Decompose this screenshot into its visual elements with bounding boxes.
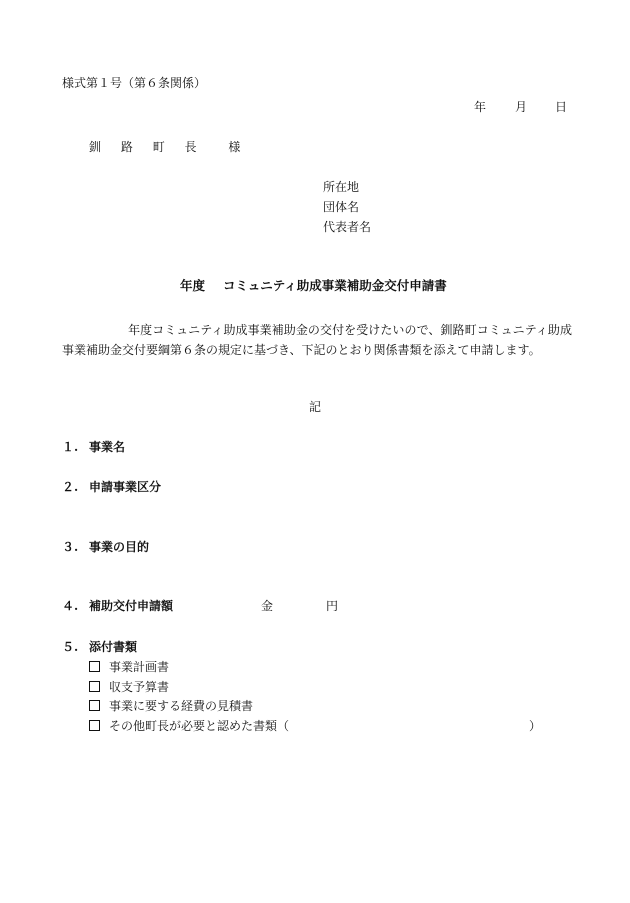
addressee	[89, 141, 256, 153]
amount-kin-label: 金	[261, 599, 274, 613]
attachment-budget[interactable]	[89, 681, 169, 693]
document-title	[180, 280, 447, 293]
attachment-other[interactable]	[89, 720, 289, 732]
address-label: 所在地	[323, 180, 360, 194]
addressee-honorific: 様	[228, 140, 241, 154]
item-requested-amount	[62, 600, 173, 612]
attachment-label: 事業に要する経費の見積書	[109, 699, 254, 713]
representative-label: 代表者名	[323, 220, 372, 234]
checkbox[interactable]	[89, 681, 100, 692]
item-project-purpose	[62, 541, 149, 553]
item-attachments	[62, 641, 137, 653]
attachment-label: その他町長が必要と認めた書類（	[109, 719, 290, 733]
title-year-prefix: 年度	[180, 278, 206, 293]
item-label: 申請事業区分	[89, 480, 162, 494]
item-number: ２.	[62, 480, 79, 494]
item-number: ３.	[62, 540, 79, 554]
item-project-name	[62, 441, 125, 453]
item-label: 添付書類	[89, 640, 138, 654]
addressee-part: 釧	[89, 140, 102, 154]
application-statement	[62, 320, 572, 360]
attachment-business-plan[interactable]	[89, 661, 169, 673]
amount-yen-label: 円	[326, 599, 339, 613]
date-year-label: 年	[474, 100, 487, 114]
item-label: 事業の目的	[89, 540, 150, 554]
item-number: ４.	[62, 599, 79, 613]
date-day-label: 日	[555, 100, 568, 114]
group-name-label: 団体名	[323, 200, 360, 214]
addressee-part: 路	[120, 140, 133, 154]
attachment-other-close-paren: ）	[529, 719, 542, 733]
ki-heading: 記	[309, 400, 322, 414]
item-label: 事業名	[89, 440, 126, 454]
attachment-cost-estimate[interactable]	[89, 700, 253, 712]
attachment-label: 収支予算書	[109, 680, 170, 694]
addressee-part: 町	[152, 140, 165, 154]
date-month-label: 月	[515, 100, 528, 114]
checkbox[interactable]	[89, 661, 100, 672]
form-number: 様式第１号（第６条関係）	[62, 76, 207, 90]
attachment-label: 事業計画書	[109, 660, 170, 674]
item-number: １.	[62, 440, 79, 454]
checkbox[interactable]	[89, 700, 100, 711]
application-statement-text: 年度コミュニティ助成事業補助金の交付を受けたいので、釧路町コミュニティ助成事業補助金交付要綱第６条の規定に基づき、下記のとおり関係書類を添えて申請します。	[62, 323, 572, 357]
item-number: ５.	[62, 640, 79, 654]
checkbox[interactable]	[89, 720, 100, 731]
addressee-part: 長	[184, 140, 197, 154]
title-main: コミュニティ助成事業補助金交付申請書	[223, 278, 447, 293]
item-project-category	[62, 481, 161, 493]
item-label: 補助交付申請額	[89, 599, 174, 613]
